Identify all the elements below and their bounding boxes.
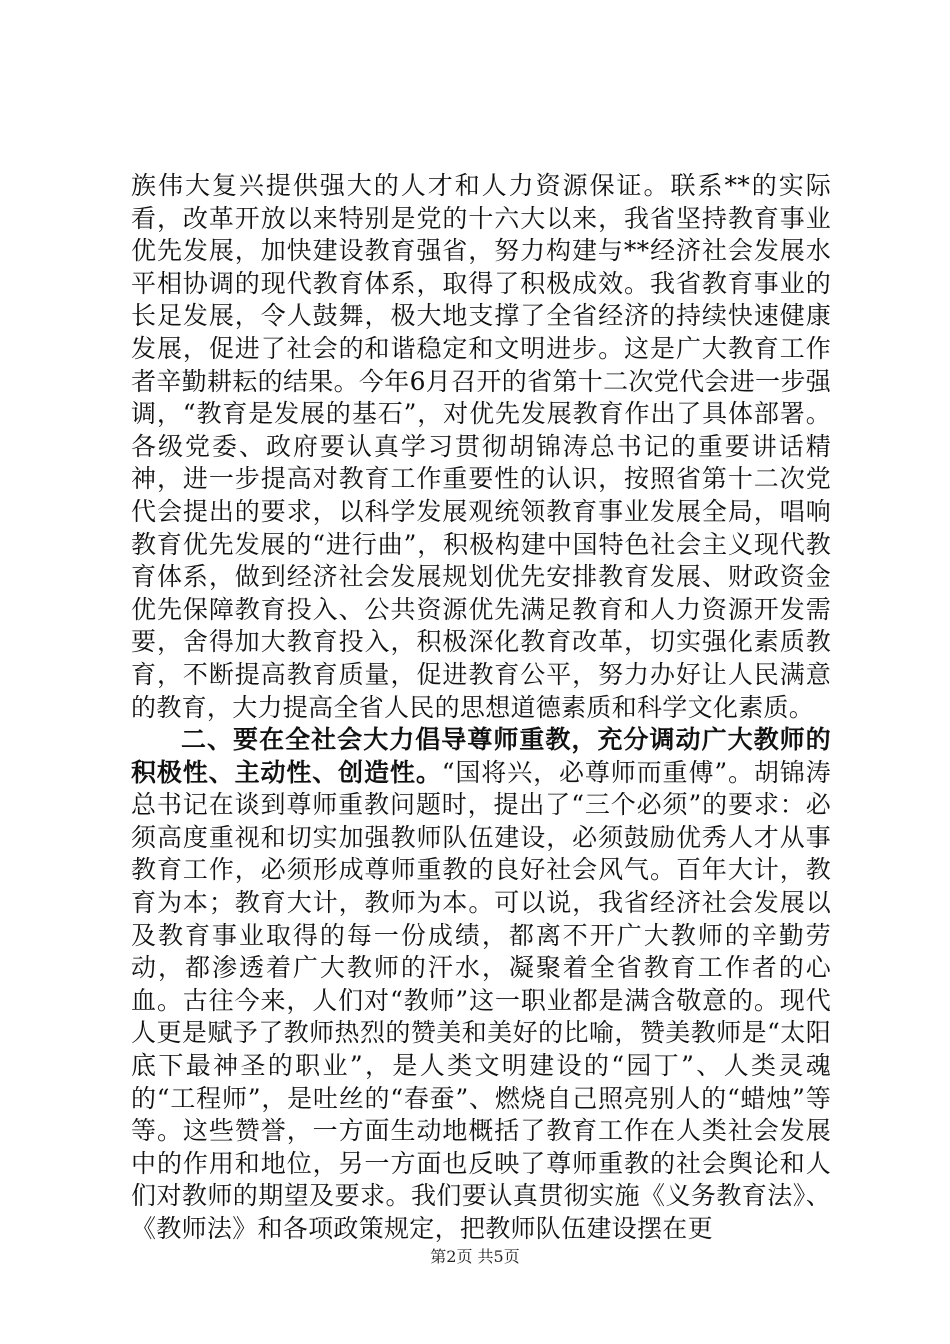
document-page <box>131 170 831 1246</box>
section-heading: 二、要在全社会大力倡导尊师重教，充分调动广大教师的积极性、主动性、创造性。 <box>131 725 831 787</box>
section-body: “国将兴，必尊师而重傅”。胡锦涛总书记在谈到尊师重教问题时，提出了“三个必须”的要求：必须高度重视和切实加强教师队伍建设，必须鼓励优秀人才从事教育工作，必须形成尊师重教的良好社会风气。百年大计，教育为本；教育大计，教师为本。可以说，我省经济社会发展以及教育事业取得的每一份成绩，都离不开广大教师的辛勤劳动，都渗透着广大教师的汗水，凝聚着全省教育工作者的心血。古往今来，人们对“教师”这一职业都是满含敬意的。现代人更是赋予了教师热烈的赞美和美好的比喻，赞美教师是“太阳底下最神圣的职业”，是人类文明建设的“园丁”、人类灵魂的“工程师”，是吐丝的“春蚕”、燃烧自己照亮别人的“蜡烛”等等。这些赞誉，一方面生动地概括了教育工作在人类社会发展中的作用和地位，另一方面也反映了尊师重教的社会舆论和人们对教师的期望及要求。我们要认真贯彻实施《义务教育法》、《教师法》和各项政策规定，把教师队伍建设摆在更 <box>131 757 831 1243</box>
page-footer: 第2页 共5页 <box>430 1247 520 1266</box>
section-paragraph <box>131 724 831 1246</box>
body-paragraph: 族伟大复兴提供强大的人才和人力资源保证。联系**的实际看，改革开放以来特别是党的十六大以来，我省坚持教育事业优先发展，加快建设教育强省，努力构建与**经济社会发展水平相协调的现代教育体系，取得了积极成效。我省教育事业的长足发展，令人鼓舞，极大地支撑了全省经济的持续快速健康发展，促进了社会的和谐稳定和文明进步。这是广大教育工作者辛勤耕耘的结果。今年6月召开的省第十二次党代会进一步强调，“教育是发展的基石”，对优先发展教育作出了具体部署。各级党委、政府要认真学习贯彻胡锦涛总书记的重要讲话精神，进一步提高对教育工作重要性的认识，按照省第十二次党代会提出的要求，以科学发展观统领教育事业发展全局，唱响教育优先发展的“进行曲”，积极构建中国特色社会主义现代教育体系，做到经济社会发展规划优先安排教育发展、财政资金优先保障教育投入、公共资源优先满足教育和人力资源开发需要，舍得加大教育投入，积极深化教育改革，切实强化素质教育，不断提高教育质量，促进教育公平，努力办好让人民满意的教育，大力提高全省人民的思想道德素质和科学文化素质。 <box>131 171 831 722</box>
